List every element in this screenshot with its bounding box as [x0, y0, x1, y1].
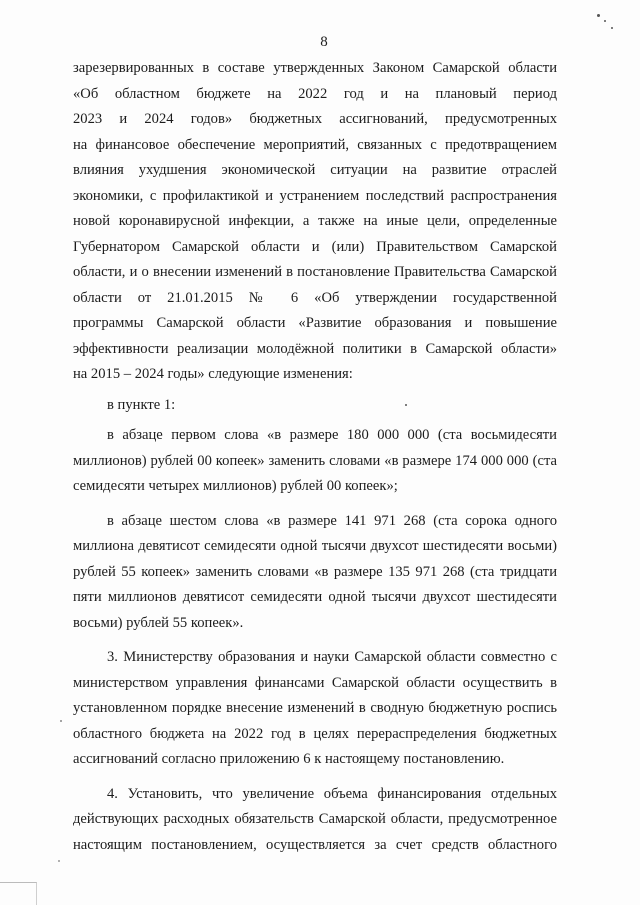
- text-line: миллиона девятисот семидесяти одной тысячи двухсот шестидесяти восьми): [73, 538, 557, 554]
- paragraph-sixth-abzac: [73, 509, 557, 637]
- text-line: областного бюджета на 2022 год в целях перераспределения бюджетных: [73, 725, 557, 742]
- text-line: 2023 и 2024 годов» бюджетных ассигнований, предусмотренных: [73, 111, 557, 127]
- text-line: рублей 55 копеек» заменить словами «в размере 135 971 268 (ста тридцати: [73, 563, 557, 580]
- paragraph-intro: [73, 56, 557, 388]
- text-line: в пункте 1:: [107, 396, 176, 413]
- text-line: новой коронавирусной инфекции, а также на иные цели, определенные: [73, 213, 557, 229]
- text-line: Губернатором Самарской области и (или) Правительством Самарской: [73, 238, 557, 255]
- text-line: экономики, с профилактикой и устранением последствий распространения: [73, 187, 557, 204]
- text-line: на финансовое обеспечение мероприятий, связанных с предотвращением: [73, 136, 557, 153]
- text-line: министерством управления финансами Самарской области осуществить в: [73, 674, 557, 691]
- document-body: [73, 56, 557, 858]
- paragraph-item-3: [73, 645, 557, 773]
- text-line: «Об областном бюджете на 2022 год и на плановый период: [73, 85, 557, 102]
- text-line: в абзаце шестом слова «в размере 141 971 268 (ста сорока одного: [107, 512, 557, 529]
- text-line: зарезервированных в составе утвержденных Законом Самарской области: [73, 60, 557, 76]
- text-line: настоящим постановлением, осуществляется за счет средств областного: [73, 836, 557, 853]
- text-line: области от 21.01.2015 № 6 «Об утверждении государственной: [73, 289, 557, 306]
- text-line: влияния ухудшения экономической ситуации на развитие отраслей: [73, 162, 557, 178]
- paragraph-first-abzac: [73, 423, 557, 500]
- text-line: пяти миллионов девятисот семидесяти одной тысячи двухсот шестидесяти: [73, 589, 557, 605]
- paragraph-clause-1: [73, 393, 557, 419]
- text-line: программы Самарской области «Развитие образования и повышение: [73, 315, 557, 331]
- text-line: области, и о внесении изменений в постановление Правительства Самарской: [73, 264, 557, 280]
- text-line: эффективности реализации молодёжной политики в Самарской области»: [73, 340, 557, 357]
- text-line: действующих расходных обязательств Самарской области, предусмотренное: [73, 811, 557, 827]
- scan-speck: [405, 404, 407, 406]
- scan-speck: [604, 20, 606, 22]
- text-line: 4. Установить, что увеличение объема финансирования отдельных: [107, 785, 557, 802]
- text-line: восьми) рублей 55 копеек».: [73, 614, 244, 631]
- text-line: миллионов) рублей 00 копеек» заменить словами «в размере 174 000 000 (ста: [73, 452, 557, 469]
- scan-corner-mark: [0, 882, 37, 905]
- text-line: установленном порядке внесение изменений в сводную бюджетную роспись: [73, 700, 557, 716]
- text-line: на 2015 – 2024 годы» следующие изменения:: [73, 366, 353, 382]
- scan-speck: [58, 860, 60, 862]
- text-line: семидесяти четырех миллионов) рублей 00 копеек»;: [73, 478, 398, 494]
- paragraph-item-4: [73, 782, 557, 859]
- text-line: ассигнований согласно приложению 6 к настоящему постановлению.: [73, 751, 505, 767]
- scan-speck: [597, 14, 600, 17]
- scan-speck: [611, 27, 613, 29]
- text-line: в абзаце первом слова «в размере 180 000 000 (ста восьмидесяти: [107, 427, 557, 443]
- text-line: 3. Министерству образования и науки Самарской области совместно с: [107, 649, 557, 665]
- scan-speck: [60, 720, 62, 722]
- page-number: 8: [320, 34, 328, 50]
